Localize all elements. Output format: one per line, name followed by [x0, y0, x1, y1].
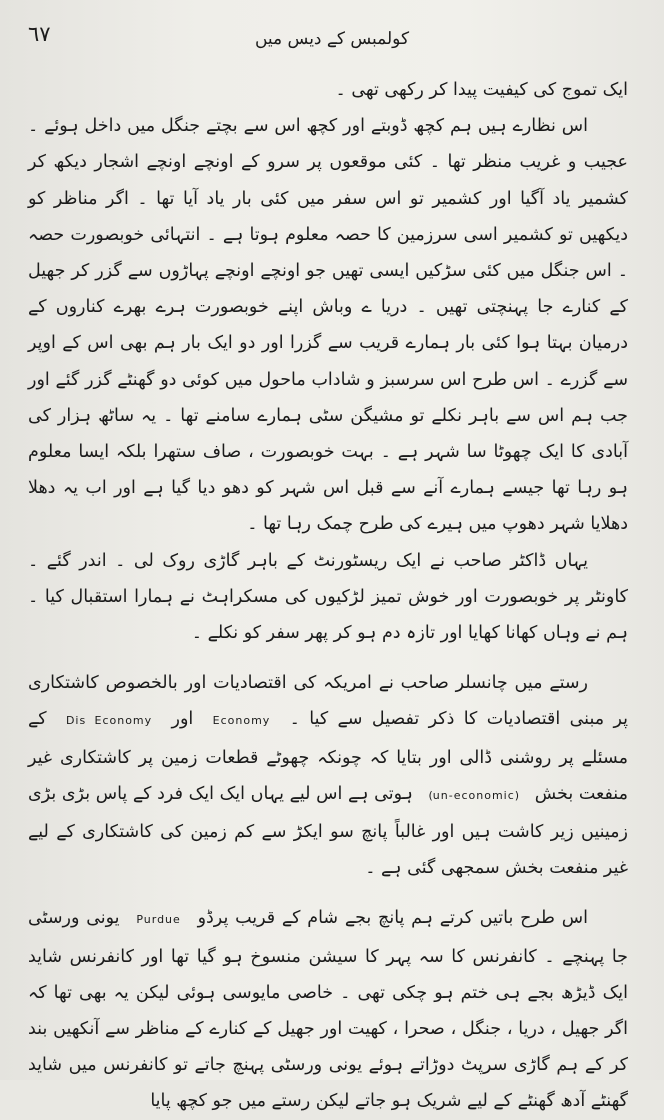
- paragraph-5-start: اس طرح باتیں کرتے ہم پانچ بجے شام کے قریب پرڈو: [197, 908, 588, 929]
- economy-text-b: ہوتی ہے اس لیے یہاں ایک ایک فرد کے پاس بڑی بڑی زمینیں زیر کاشت ہیں اور غالباً پانچ سو ایکڑ سے کم زمین کی کاشتکاری کے لیے غیر منفعت بخش سمجھی گئی ہے ۔: [28, 783, 628, 879]
- paragraph-4-text: رستے میں چانسلر صاحب نے امریکہ کی اقتصادیات اور بالخصوص کاشتکاری پر مبنی اقتصادیات کا ذکر تفصیل سے کیا ۔: [28, 673, 628, 730]
- page-body: [28, 72, 628, 1112]
- paragraph-5-rest: یونی ورسٹی جا پہنچے ۔ کانفرنس کا سہ پہر کا سیشن منسوخ ہو گیا تھا اور کانفرنس شاید ایک ڈیڑھ بجے ہی ختم ہو چکی تھی ۔ خاصی مایوسی ہوئی لیکن یہ بھی تھا کہ اگر جھیل ، دریا ، جنگل ، صحرا ، کھیت اور جھیل کے کنارے کے مناظر سے آنکھیں بند کر کے ہم گاڑی سرپٹ دوڑاتے ہوئے یونی ورسٹی پہنچ جاتے تو کانفرنس میں شاید گھنٹے آدھ گھنٹے کے لیے شریک ہو جاتے لیکن رستے میں جو کچھ پایا: [28, 908, 628, 1112]
- term-purdue: Purdue: [136, 913, 181, 927]
- paragraph-3: یہاں ڈاکٹر صاحب نے ایک ریسٹورنٹ کے باہر گاڑی روک لی ۔ اندر گئے ۔ کاونٹر پر خوبصورت اور خوش تمیز لڑکیوں کی مسکراہٹ نے ہمارا استقبال کیا ۔ ہم نے وہاں کھانا کھایا اور تازہ دم ہو کر پھر سفر کو نکلے ۔: [28, 550, 628, 644]
- economy-text-a: مسئلے پر روشنی ڈالی اور بتایا کہ چونکہ چھوٹے قطعات زمین پر کاشتکاری غیر منفعت بخش: [28, 747, 628, 804]
- paragraph-2: اس نظارے ہیں ہم کچھ ڈوبتے اور کچھ اس سے بچتے جنگل میں داخل ہوئے ۔ عجیب و غریب منظر تھا ۔ کئی موقعوں پر سرو کے اونچے اونچے اشجار دیکھ کر کشمیر یاد آگیا اور کشمیر تو اس سفر میں کئی بار یاد آیا تھا ۔ اگر مناظر کو دیکھیں تو کشمیر اسی سرزمین کا حصہ معلوم ہوتا ہے ۔ انتہائی خوبصورت حصہ ۔ اس جنگل میں کئی سڑکیں ایسی تھیں جو اونچے اونچے پہاڑوں سے گزر کر جھیل کے کنارے جا پہنچتی تھیں ۔ دریا ے وباش اپنے خوبصورت ہرے بھرے کناروں کے درمیان بہتا ہوا کئی بار ہمارے قریب سے گزرا اور دو ایک بار ہم بھی اس کے اوپر سے گزرے ۔ اس طرح اس سرسبز و شاداب ماحول میں کوئی دو گھنٹے گزر گئے اور جب ہم اس سے باہر نکلے تو مشیگن سٹی ہمارے سامنے تھا ۔ یہ ساٹھ ہزار کی آبادی کا ایک چھوٹا سا شہر ہے ۔ بہت خوبصورت ، صاف ستھرا بلکہ ایسا معلوم ہو رہا تھا جیسے ہمارے آنے سے قبل اس شہر کو دھو دیا گیا ہے اور اب یہ دھلا دھلایا شہر دھوپ میں ہیرے کی طرح چمک رہا تھا ۔: [28, 116, 628, 535]
- paragraph-4: [28, 665, 628, 886]
- term-dis-economy: Dis Economy: [65, 714, 153, 728]
- paragraph-gap: [28, 886, 628, 900]
- term-economy: Economy: [212, 714, 271, 728]
- term-un-economic: (un-economic): [428, 788, 520, 802]
- page-number: ٦٧: [28, 22, 51, 46]
- running-title: کولمبس کے دیس میں: [254, 29, 410, 49]
- paragraph-gap: [28, 651, 628, 665]
- word-and: اور: [171, 709, 194, 730]
- paragraph-5: [28, 900, 628, 1119]
- word-ke: کے: [28, 709, 47, 730]
- paragraph-1: ایک تموج کی کیفیت پیدا کر رکھی تھی ۔: [335, 80, 628, 100]
